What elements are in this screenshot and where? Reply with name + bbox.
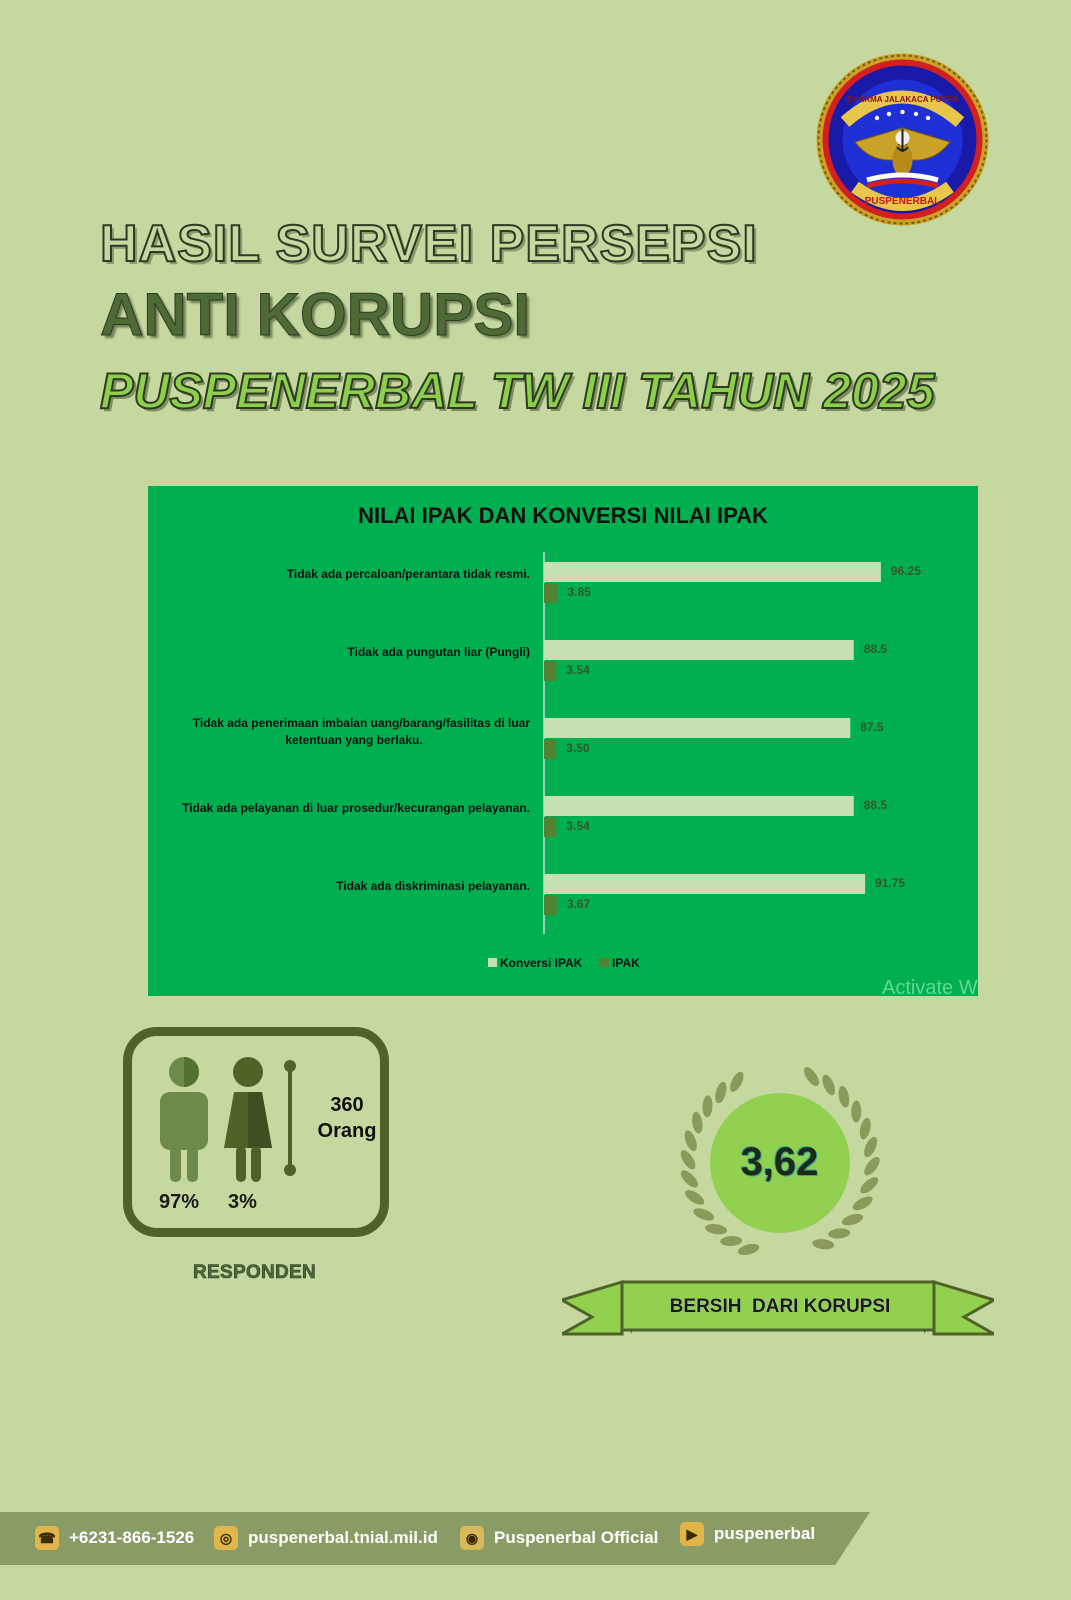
bar-ipak — [544, 583, 557, 603]
footer-phone[interactable] — [35, 1526, 194, 1550]
globe-icon: ◎ — [214, 1526, 238, 1550]
ipak-score: 3,62 — [740, 1140, 819, 1184]
footer-website-text: puspenerbal.tnial.mil.id — [248, 1528, 438, 1547]
data-label-ipak: 3.50 — [566, 741, 590, 755]
data-label-konversi: 87.5 — [860, 720, 884, 734]
laurel-leaf — [851, 1100, 861, 1122]
data-label-konversi: 96.25 — [890, 564, 921, 578]
legend-swatch — [600, 958, 609, 967]
laurel-leaf — [801, 1065, 822, 1089]
laurel-leaf — [704, 1223, 727, 1236]
laurel-leaf — [702, 1095, 713, 1117]
laurel-leaf — [678, 1148, 698, 1172]
banner-text: BERSIH DARI KORUPSI — [669, 1296, 891, 1317]
laurel-leaf — [713, 1081, 728, 1105]
footer-youtube[interactable] — [680, 1522, 815, 1546]
bar-ipak — [544, 895, 557, 915]
category-label: Tidak ada diskriminasi pelayanan. — [336, 879, 530, 893]
laurel-leaf — [727, 1070, 746, 1094]
laurel-leaf — [737, 1242, 761, 1257]
category-label: Tidak ada penerimaan imbalan uang/barang/fasilitas di luar — [192, 716, 530, 730]
laurel-leaf — [841, 1212, 865, 1228]
laurel-leaf — [858, 1117, 873, 1141]
data-label-ipak: 3.67 — [566, 897, 591, 911]
data-label-konversi: 88.5 — [863, 798, 888, 812]
laurel-leaf — [861, 1154, 882, 1178]
bar-konversi-ipak — [544, 640, 854, 660]
laurel-leaf — [691, 1111, 704, 1134]
legend-label: IPAK — [612, 956, 640, 970]
title-line-2: ANTI KORUPSI — [100, 281, 531, 348]
footer-youtube-text: puspenerbal — [714, 1524, 816, 1543]
ipak-chart-svg — [148, 486, 978, 996]
category-label: Tidak ada percaloan/perantara tidak resmi. — [286, 567, 530, 581]
puspenerbal-emblem — [815, 52, 990, 227]
laurel-leaf — [812, 1238, 835, 1251]
footer-instagram[interactable] — [460, 1526, 658, 1550]
bar-ipak — [544, 661, 556, 681]
bar-ipak — [544, 817, 556, 837]
respondent-count — [307, 1092, 387, 1144]
data-label-konversi: 88.5 — [863, 642, 888, 656]
legend-label: Konversi IPAK — [500, 956, 583, 970]
category-label: Tidak ada pelayanan di luar prosedur/kecurangan pelayanan. — [182, 801, 530, 815]
laurel-leaf — [858, 1174, 881, 1196]
emblem-top-text: DHARMA JALAKACA PUTRA — [847, 95, 958, 104]
category-label: Tidak ada pungutan liar (Pungli) — [347, 645, 530, 659]
bar-konversi-ipak — [544, 562, 881, 582]
data-label-konversi: 91.75 — [875, 876, 906, 890]
bar-konversi-ipak — [544, 874, 865, 894]
data-label-ipak: 3.54 — [566, 663, 590, 677]
laurel-leaf — [678, 1168, 701, 1191]
bar-ipak — [544, 739, 556, 759]
title-line-3: PUSPENERBAL TW III TAHUN 2025 — [100, 363, 935, 419]
respondent-card — [123, 1027, 389, 1237]
data-label-ipak: 3.85 — [567, 585, 591, 599]
legend-swatch — [488, 958, 497, 967]
laurel-leaf — [720, 1235, 742, 1246]
instagram-icon: ◉ — [460, 1526, 484, 1550]
emblem-bottom-text: PUSPENERBAL — [864, 196, 941, 207]
category-label: ketentuan yang berlaku. — [285, 733, 423, 747]
footer-phone-text: +6231-866-1526 — [69, 1528, 195, 1547]
laurel-leaf — [820, 1073, 838, 1097]
respondent-count-unit: Orang — [317, 1120, 377, 1142]
laurel-leaf — [828, 1228, 851, 1240]
laurel-leaf — [837, 1085, 851, 1109]
male-percentage: 97% — [159, 1191, 200, 1213]
respondent-divider — [282, 1058, 298, 1178]
respondent-count-number: 360 — [330, 1094, 364, 1116]
female-percentage: 3% — [228, 1191, 257, 1213]
laurel-leaf — [692, 1206, 716, 1223]
footer-instagram-text: Puspenerbal Official — [494, 1528, 659, 1547]
bar-konversi-ipak — [544, 718, 850, 738]
youtube-icon: ▶ — [680, 1522, 704, 1546]
phone-icon: ☎ — [35, 1526, 59, 1550]
bar-konversi-ipak — [544, 796, 854, 816]
chart-title: NILAI IPAK DAN KONVERSI NILAI IPAK — [358, 503, 768, 528]
data-label-ipak: 3.54 — [566, 819, 590, 833]
respondent-figures-icon — [152, 1056, 272, 1186]
title-line-1: HASIL SURVEI PERSEPSI — [100, 215, 758, 273]
laurel-leaf — [851, 1194, 875, 1213]
respondent-label: RESPONDEN — [193, 1262, 317, 1283]
ipak-chart — [148, 486, 978, 999]
activate-watermark: Activate W — [882, 977, 978, 999]
footer-website[interactable] — [214, 1526, 438, 1550]
laurel-leaf — [683, 1187, 707, 1207]
